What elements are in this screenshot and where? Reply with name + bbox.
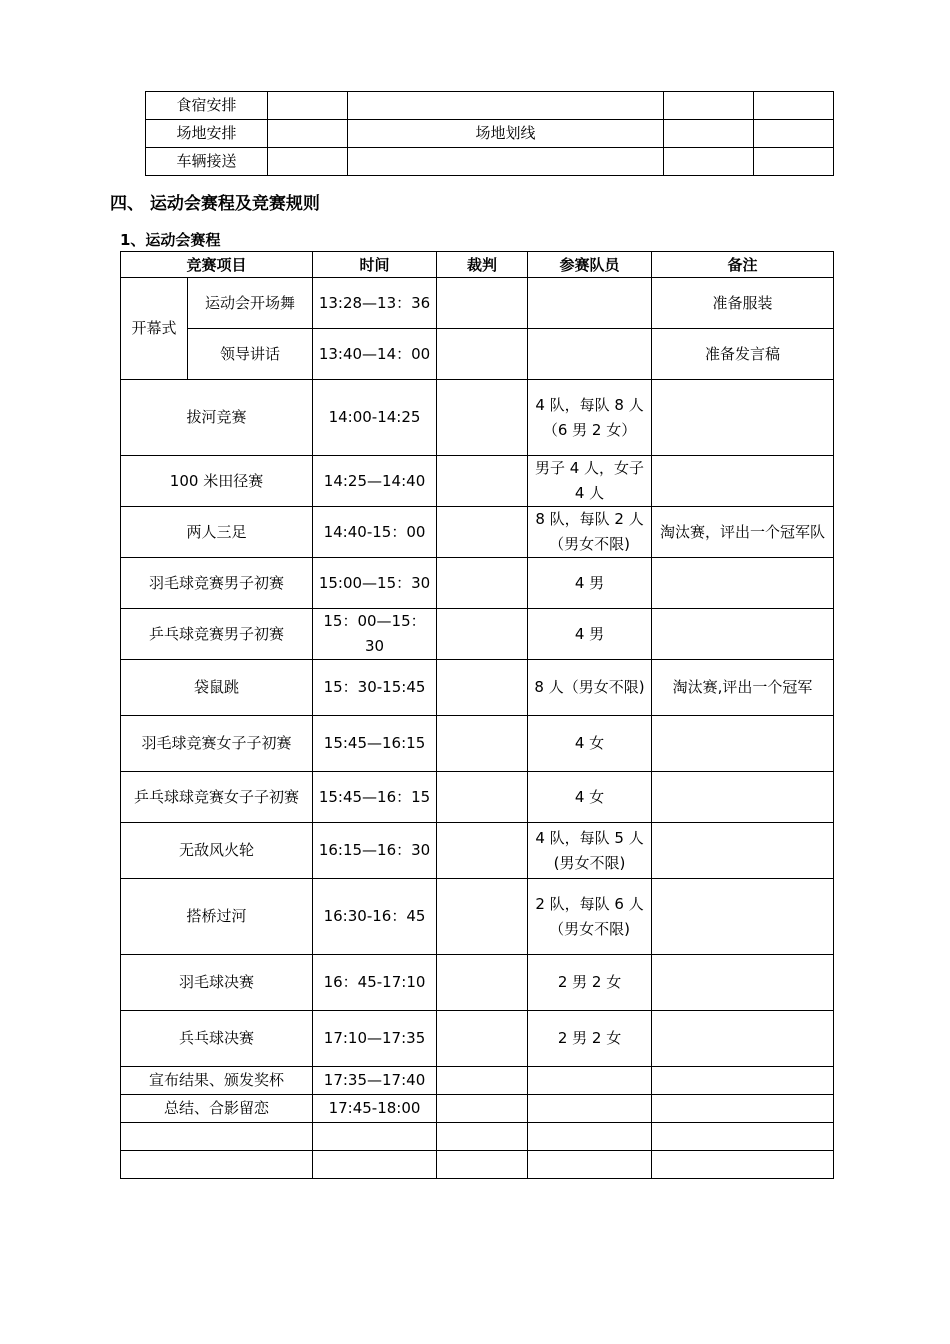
notes-cell [652, 558, 834, 609]
time-cell: 15:45—16:15 [313, 716, 437, 772]
referee-cell [437, 823, 528, 879]
table-row [121, 1011, 834, 1067]
table-row [121, 1067, 834, 1095]
table-row [121, 955, 834, 1011]
arrangement-table [145, 91, 834, 176]
notes-cell [652, 1151, 834, 1179]
event-cell: 两人三足 [121, 507, 313, 558]
participants-cell: 8 人（男女不限) [528, 660, 652, 716]
arrangement-item: 场地安排 [146, 120, 268, 148]
event-cell [121, 1151, 313, 1179]
time-cell: 14:25—14:40 [313, 456, 437, 507]
table-row [121, 456, 834, 507]
referee-cell [437, 1095, 528, 1123]
event-cell [121, 1123, 313, 1151]
event-cell: 搭桥过河 [121, 879, 313, 955]
participants-cell [528, 1095, 652, 1123]
schedule-table [120, 251, 834, 1179]
notes-cell: 准备发言稿 [652, 329, 834, 380]
participants-cell: 4 队，每队 8 人（6 男 2 女） [528, 380, 652, 456]
participants-cell: 2 男 2 女 [528, 1011, 652, 1067]
table-row [121, 772, 834, 823]
table-row [146, 120, 834, 148]
event-cell: 乒乓球竞赛男子初赛 [121, 609, 313, 660]
time-cell: 15:45—16：15 [313, 772, 437, 823]
event-cell: 总结、合影留恋 [121, 1095, 313, 1123]
notes-cell [652, 716, 834, 772]
table-row [121, 1095, 834, 1123]
referee-cell [437, 558, 528, 609]
time-cell: 16：45-17:10 [313, 955, 437, 1011]
table-row [121, 278, 834, 329]
time-cell: 17:45-18:00 [313, 1095, 437, 1123]
table-row [121, 380, 834, 456]
notes-cell [652, 380, 834, 456]
table-row [121, 1123, 834, 1151]
referee-cell [437, 1067, 528, 1095]
time-cell: 17:35—17:40 [313, 1067, 437, 1095]
event-cell: 运动会开场舞 [188, 278, 313, 329]
table-row [121, 660, 834, 716]
time-cell: 17:10—17:35 [313, 1011, 437, 1067]
notes-cell [652, 1011, 834, 1067]
participants-cell: 4 女 [528, 772, 652, 823]
referee-cell [437, 1011, 528, 1067]
arrangement-content [348, 92, 664, 120]
table-row [121, 1151, 834, 1179]
event-cell: 宣布结果、颁发奖杯 [121, 1067, 313, 1095]
referee-cell [437, 380, 528, 456]
time-cell: 16:30-16：45 [313, 879, 437, 955]
arrangement-item: 车辆接送 [146, 148, 268, 176]
time-cell: 13:40—14：00 [313, 329, 437, 380]
time-cell: 14:40-15：00 [313, 507, 437, 558]
notes-cell [652, 1067, 834, 1095]
participants-cell: 男子 4 人，女子 4 人 [528, 456, 652, 507]
participants-cell [528, 1123, 652, 1151]
table-row [146, 92, 834, 120]
participants-cell [528, 1151, 652, 1179]
participants-cell [528, 278, 652, 329]
notes-cell: 淘汰赛，评出一个冠军队 [652, 507, 834, 558]
time-cell: 15：00—15：30 [313, 609, 437, 660]
referee-cell [437, 1123, 528, 1151]
referee-cell [437, 772, 528, 823]
referee-cell [437, 955, 528, 1011]
arrangement-content [348, 148, 664, 176]
notes-cell: 淘汰赛,评出一个冠军 [652, 660, 834, 716]
participants-cell: 4 男 [528, 558, 652, 609]
table-row [121, 329, 834, 380]
notes-cell [652, 955, 834, 1011]
table-header-row [121, 252, 834, 278]
notes-cell [652, 772, 834, 823]
notes-cell [652, 1123, 834, 1151]
participants-cell [528, 1067, 652, 1095]
table-row [121, 558, 834, 609]
table-row [121, 716, 834, 772]
referee-cell [437, 716, 528, 772]
referee-cell [437, 278, 528, 329]
notes-cell [652, 823, 834, 879]
event-cell: 袋鼠跳 [121, 660, 313, 716]
time-cell: 16:15—16：30 [313, 823, 437, 879]
event-cell: 羽毛球决赛 [121, 955, 313, 1011]
notes-cell [652, 1095, 834, 1123]
sub-heading: 1、运动会赛程 [120, 231, 221, 249]
time-cell: 15:00—15：30 [313, 558, 437, 609]
referee-cell [437, 609, 528, 660]
notes-cell: 准备服装 [652, 278, 834, 329]
table-row [146, 148, 834, 176]
participants-cell: 2 男 2 女 [528, 955, 652, 1011]
table-row [121, 879, 834, 955]
arrangement-item: 食宿安排 [146, 92, 268, 120]
participants-cell: 4 男 [528, 609, 652, 660]
event-cell: 羽毛球竞赛女子子初赛 [121, 716, 313, 772]
referee-cell [437, 456, 528, 507]
event-cell: 兵乓球决赛 [121, 1011, 313, 1067]
notes-cell [652, 609, 834, 660]
section-heading: 四、 运动会赛程及竞赛规则 [110, 194, 320, 214]
event-cell: 领导讲话 [188, 329, 313, 380]
event-cell: 100 米田径赛 [121, 456, 313, 507]
header-referee: 裁判 [437, 252, 528, 278]
time-cell [313, 1151, 437, 1179]
notes-cell [652, 879, 834, 955]
time-cell: 13:28—13：36 [313, 278, 437, 329]
table-row [121, 823, 834, 879]
opening-group-label: 开幕式 [121, 278, 188, 380]
participants-cell: 8 队，每队 2 人（男女不限) [528, 507, 652, 558]
referee-cell [437, 660, 528, 716]
time-cell: 15：30-15:45 [313, 660, 437, 716]
event-cell: 乒乓球球竞赛女子子初赛 [121, 772, 313, 823]
header-participants: 参赛队员 [528, 252, 652, 278]
event-cell: 无敌风火轮 [121, 823, 313, 879]
header-notes: 备注 [652, 252, 834, 278]
event-cell: 拔河竞赛 [121, 380, 313, 456]
header-event: 竞赛项目 [121, 252, 313, 278]
participants-cell [528, 329, 652, 380]
participants-cell: 4 女 [528, 716, 652, 772]
participants-cell: 2 队，每队 6 人（男女不限) [528, 879, 652, 955]
table-row [121, 507, 834, 558]
time-cell [313, 1123, 437, 1151]
referee-cell [437, 879, 528, 955]
participants-cell: 4 队，每队 5 人(男女不限) [528, 823, 652, 879]
referee-cell [437, 1151, 528, 1179]
event-cell: 羽毛球竞赛男子初赛 [121, 558, 313, 609]
header-time: 时间 [313, 252, 437, 278]
notes-cell [652, 456, 834, 507]
table-row [121, 609, 834, 660]
referee-cell [437, 329, 528, 380]
arrangement-content: 场地划线 [348, 120, 664, 148]
time-cell: 14:00-14:25 [313, 380, 437, 456]
referee-cell [437, 507, 528, 558]
